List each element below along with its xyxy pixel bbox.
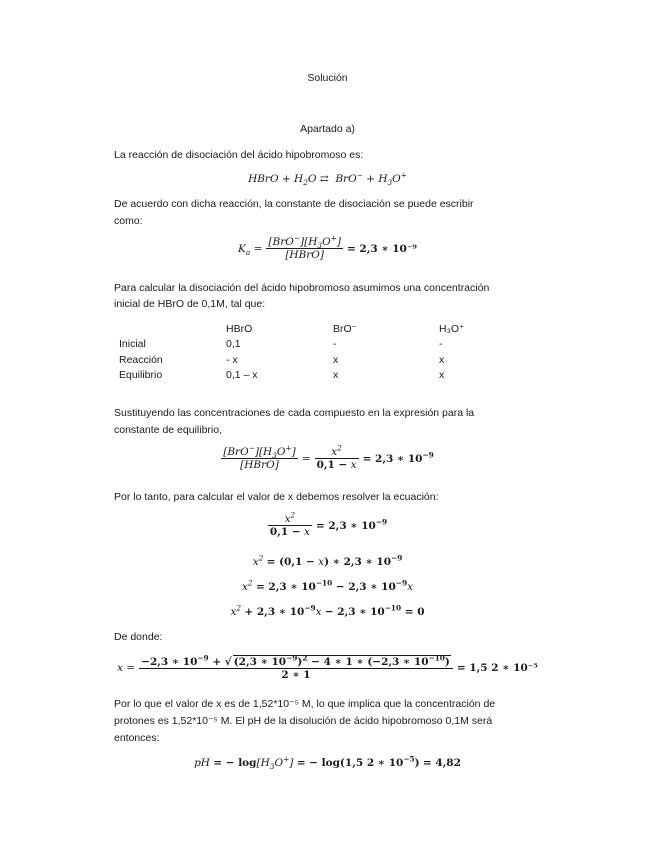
table-cell: x	[333, 353, 339, 366]
equation-step-4: $x^2 + 2,3$ ∗ $10^{-9}x - 2,3$ ∗ $10^{-10} = 0$	[230, 603, 425, 618]
paragraph-substitution-l2: constante de equilibrio,	[114, 424, 222, 436]
table-header-h3o: H₃O⁺	[439, 322, 465, 335]
equation-quadratic-solution: x = $\frac{-2,3 ∗ 10^{-9} + √ (2,3 ∗ 10^{-9})^2 - 4 ∗ 1 ∗ (-2,3 ∗ 10^{-10})}{2 ∗ 1}$ = 1,5 2 ∗ 10⁻⁵	[117, 653, 538, 681]
table-cell: 0,1 – x	[226, 369, 258, 382]
paragraph-substitution-l1: Sustituyendo las concentraciones de cada compuesto en la expresión para la	[114, 407, 475, 419]
table-cell: Inicial	[119, 338, 146, 351]
table-cell: x	[439, 353, 445, 366]
x-result: = 1,5 2 ∗ 10⁻⁵	[456, 662, 538, 674]
paragraph-table-intro-l2: inicial de HBrO de 0,1M, tal que:	[114, 298, 266, 310]
ka-value: = 2,3 ∗ 10⁻⁹	[346, 242, 417, 255]
table-row	[119, 352, 499, 368]
equation-ph: pH = − $\log[H_3O^+]$ = − log(1,5 2 ∗ $10^{-5}) = 4,82$	[194, 754, 461, 772]
paragraph-from-where: De donde:	[114, 631, 163, 643]
paragraph-conclusion-l2: protones es 1,52*10⁻⁵ M. El pH de la disolución de ácido hipobromoso 0,1M será	[114, 715, 493, 727]
paragraph-solve-intro: Por lo tanto, para calcular el valor de x debemos resolver la ecuación:	[114, 491, 439, 503]
paragraph-conclusion-l3: entonces:	[114, 732, 160, 744]
paragraph-reaction-intro: La reacción de disociación del ácido hipobromoso es:	[114, 149, 364, 161]
section-heading: Apartado a)	[300, 123, 355, 135]
table-cell: Reacción	[119, 353, 163, 366]
table-cell: -	[439, 338, 443, 351]
equation-step-2: $x^2 = (0,1 - x)$ ∗ 2,3 ∗ $10^{-9}$	[252, 553, 403, 568]
equation-dissociation: HBrO + $H_2O$ ⇄ $BrO^- + H_3O^+$	[248, 170, 407, 188]
table-row	[119, 337, 499, 353]
paragraph-table-intro-l1: Para calcular la disociación del ácido hipobromoso asumimos una concentración	[114, 282, 490, 294]
table-cell: x	[439, 369, 445, 382]
equation-step-3: $x^2 = 2,3$ ∗ $10^{-10} - 2,3$ ∗ $10^{-9}x$	[242, 578, 413, 593]
equation-substitution: $\frac{[BrO^-][H_3O^+]}{\text{[HBrO]}}$ = $\frac{x^2}{0,1 - x}$ = 2,3 ∗ $10^{-9}$	[223, 443, 434, 471]
equation-step-1: $\frac{x^2}{0,1 - x}$ = 2,3 ∗ $10^{-9}$	[269, 510, 388, 538]
table-cell: -	[333, 338, 337, 351]
table-row	[119, 368, 499, 384]
table-cell: x	[333, 369, 339, 382]
paragraph-conclusion-l1: Por lo que el valor de x es de 1,52*10⁻⁵ M, lo que implica que la concentración de	[114, 698, 496, 710]
paragraph-constant-l1: De acuerdo con dicha reacción, la constante de disociación se puede escribir	[114, 198, 474, 210]
table-header-hbro: HBrO	[226, 322, 253, 335]
table-cell: Equilibrio	[119, 369, 163, 382]
equation-ka: $K_a$ = $\frac{[BrO^-][H_3O^+]}{\text{[HBrO]}}$ = 2,3 ∗ 10⁻⁹	[238, 233, 417, 261]
paragraph-constant-l2: como:	[114, 215, 143, 227]
table-cell: - x	[226, 353, 238, 366]
ph-result: = 4,82	[422, 757, 461, 769]
page-title: Solución	[307, 72, 348, 84]
table-header-row	[119, 321, 499, 337]
table-header-bro: BrO⁻	[333, 322, 358, 335]
table-cell	[119, 321, 226, 337]
table-cell: 0,1	[226, 338, 241, 351]
ice-table	[119, 321, 499, 383]
